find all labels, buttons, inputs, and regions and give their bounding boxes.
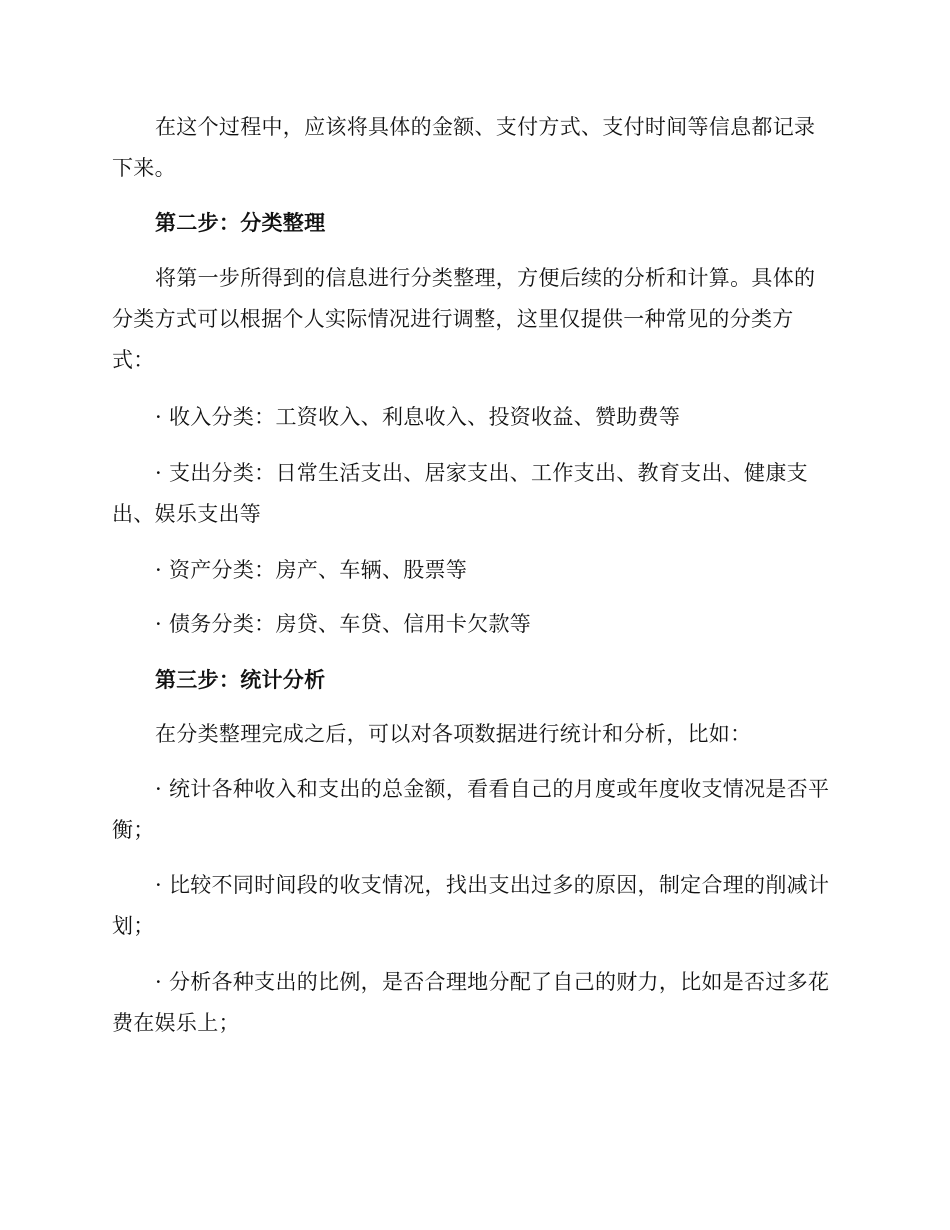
paragraph-classification-intro: 将第一步所得到的信息进行分类整理，方便后续的分析和计算。具体的分类方式可以根据个人实际情况进行调整，这里仅提供一种常见的分类方式： (112, 266, 816, 372)
list-item-debt-classification: · 债务分类：房贷、车贷、信用卡欠款等 (155, 612, 532, 636)
paragraph-analysis-intro: 在分类整理完成之后，可以对各项数据进行统计和分析，比如： (155, 722, 752, 746)
list-item-expense-classification: · 支出分类：日常生活支出、居家支出、工作支出、教育支出、健康支出、娱乐支出等 (112, 461, 808, 526)
list-item-expense-ratio: · 分析各种支出的比例，是否合理地分配了自己的财力，比如是否过多花费在娱乐上； (112, 970, 830, 1035)
paragraph-record-details: 在这个过程中，应该将具体的金额、支付方式、支付时间等信息都记录下来。 (112, 115, 816, 180)
heading-step-three: 第三步：统计分析 (155, 668, 326, 692)
list-item-total-statistics: · 统计各种收入和支出的总金额，看看自己的月度或年度收支情况是否平衡； (112, 777, 830, 842)
list-item-asset-classification: · 资产分类：房产、车辆、股票等 (155, 558, 468, 582)
list-item-period-comparison: · 比较不同时间段的收支情况，找出支出过多的原因，制定合理的削减计划； (112, 873, 830, 938)
list-item-income-classification: · 收入分类：工资收入、利息收入、投资收益、赞助费等 (155, 405, 681, 429)
heading-step-two: 第二步：分类整理 (155, 211, 326, 235)
